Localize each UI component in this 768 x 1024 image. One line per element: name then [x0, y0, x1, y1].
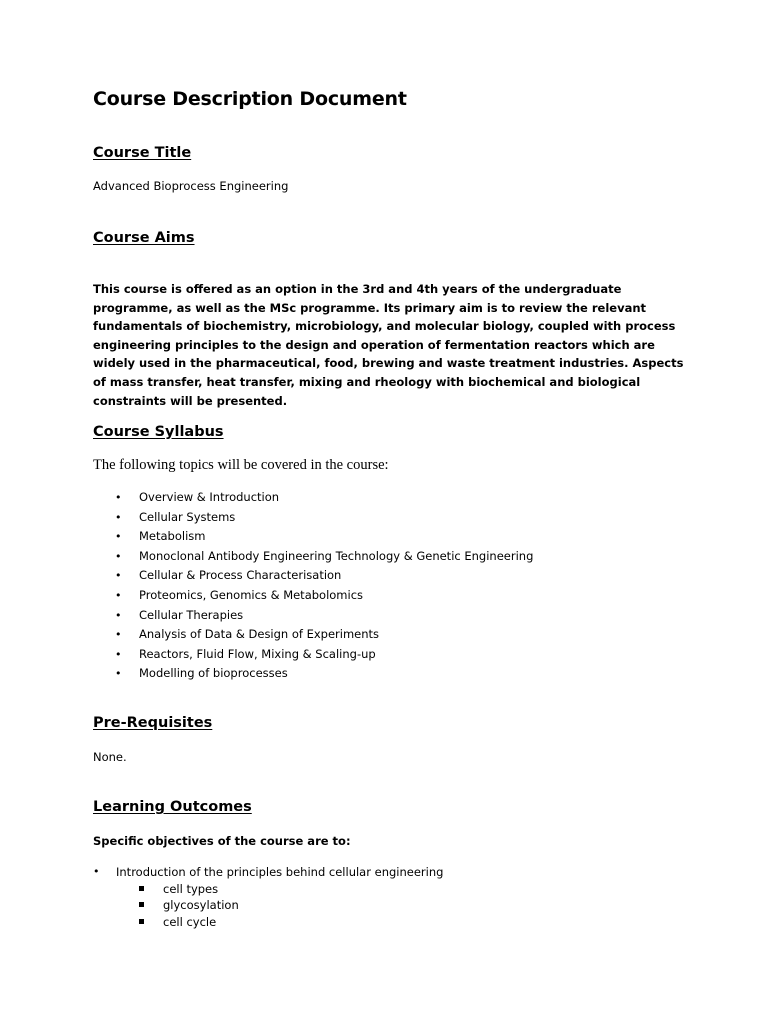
subitem-label: glycosylation — [163, 898, 239, 913]
list-item — [115, 508, 533, 528]
document-title: Course Description Document — [93, 88, 407, 110]
list-item — [139, 881, 239, 897]
pre-requisites-value: None. — [93, 750, 127, 764]
list-item — [115, 606, 533, 626]
list-item — [115, 488, 533, 508]
subitem-label: cell cycle — [163, 914, 217, 929]
bullet-icon: • — [115, 569, 122, 583]
subitem-label: cell types — [163, 882, 219, 896]
list-item — [115, 625, 533, 645]
list-item — [115, 664, 533, 684]
bullet-icon: • — [93, 865, 100, 878]
topic-label: Modelling of bioprocesses — [139, 666, 288, 681]
bullet-icon: • — [115, 667, 122, 681]
learning-outcome-label: Introduction of the principles behind cellular engineering — [116, 865, 444, 879]
square-bullet-icon — [139, 902, 144, 907]
square-bullet-icon — [139, 919, 144, 924]
topic-label: Metabolism — [139, 529, 206, 544]
bullet-icon: • — [115, 588, 122, 602]
list-item — [139, 914, 239, 930]
bullet-icon: • — [115, 628, 122, 642]
topic-label: Cellular Therapies — [139, 607, 244, 622]
learning-outcome-sublist — [139, 881, 239, 930]
bullet-icon: • — [115, 549, 122, 563]
pre-requisites-heading: Pre-Requisites — [93, 715, 213, 731]
bullet-icon: • — [115, 510, 122, 524]
topic-label: Proteomics, Genomics & Metabolomics — [139, 587, 364, 602]
topic-label: Analysis of Data & Design of Experiments — [139, 627, 380, 642]
learning-outcomes-intro: Specific objectives of the course are to: — [93, 834, 351, 848]
list-item — [115, 586, 533, 606]
list-item — [115, 547, 533, 567]
bullet-icon: • — [115, 608, 122, 622]
square-bullet-icon — [139, 886, 144, 891]
list-item — [139, 897, 239, 913]
topic-label: Overview & Introduction — [139, 490, 280, 504]
topic-label: Monoclonal Antibody Engineering Technology & Genetic Engineering — [139, 548, 534, 563]
list-item — [115, 645, 533, 665]
learning-outcomes-heading: Learning Outcomes — [93, 799, 252, 815]
syllabus-intro: The following topics will be covered in the course: — [93, 457, 389, 473]
syllabus-topic-list — [115, 488, 533, 684]
course-aims-paragraph: This course is offered as an option in the 3rd and 4th years of the undergraduate programme, as well as the MSc programme. Its primary aim is to review the relevant fundamentals of biochemistry, microbiology, and molecular biology, coupled with process engineering principles to the design and operation of fermentation reactors which are widely used in the pharmaceutical, food, brewing and waste treatment industries. Aspects of mass transfer, heat transfer, mixing and rheology with biochemical and biological constraints will be presented. — [93, 282, 684, 408]
bullet-icon: • — [115, 647, 122, 661]
bullet-icon: • — [115, 491, 122, 504]
topic-label: Reactors, Fluid Flow, Mixing & Scaling-up — [139, 646, 376, 661]
list-item — [115, 566, 533, 586]
course-title-heading: Course Title — [93, 145, 192, 161]
course-title-value: Advanced Bioprocess Engineering — [93, 179, 289, 193]
list-item — [115, 527, 533, 547]
topic-label: Cellular Systems — [139, 509, 236, 524]
course-syllabus-heading: Course Syllabus — [93, 424, 224, 440]
topic-label: Cellular & Process Characterisation — [139, 568, 342, 583]
course-aims-heading: Course Aims — [93, 230, 195, 246]
bullet-icon: • — [115, 530, 122, 544]
